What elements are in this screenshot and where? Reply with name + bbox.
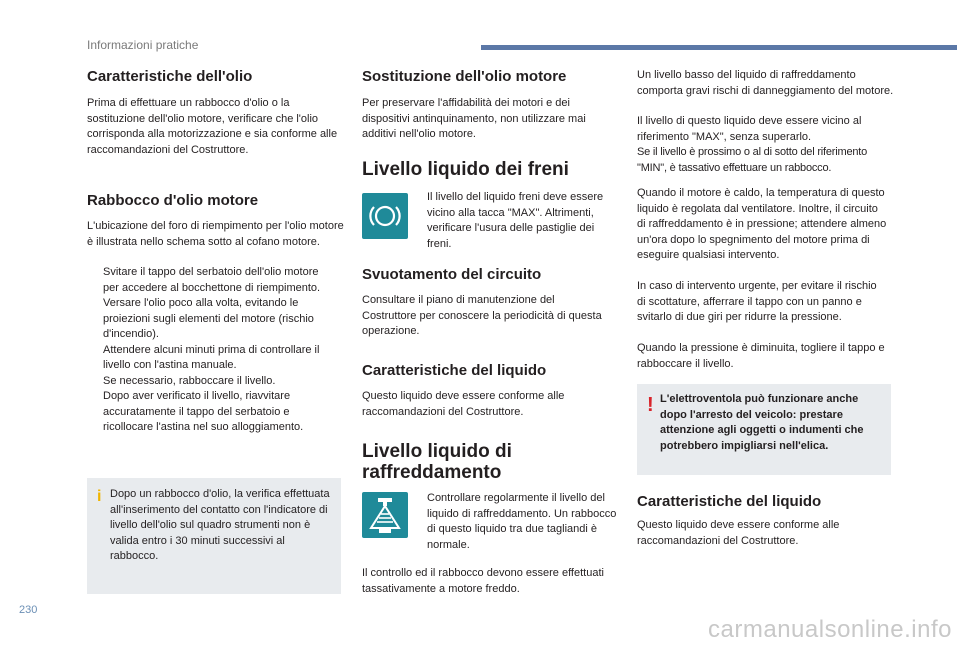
list-item-text: Se necessario, rabboccare il livello. xyxy=(103,374,276,387)
paragraph-urgent-intervention: In caso di intervento urgente, per evitare il rischio di scottature, afferrare il tappo con un panno e svitarlo di due giri per ridurre la pressione. xyxy=(637,280,877,323)
list-item-text: Versare l'olio poco alla volta, evitando le proiezioni sugli elementi del motore (rischio d'incendio). xyxy=(103,297,314,340)
warning-note-text: L'elettroventola può funzionare anche dopo l'arresto del veicolo: prestare attenzione agli oggetti o indumenti che potrebbero impigliarsi nell'elica. xyxy=(660,393,864,452)
heading-coolant-spec: Caratteristiche del liquido xyxy=(637,493,822,510)
heading-fluid-spec: Caratteristiche del liquido xyxy=(362,362,547,379)
paragraph-circuit-drain: Consultare il piano di manutenzione del Costruttore per conoscere la periodicità di questa operazione. xyxy=(362,294,602,337)
paragraph-hot-engine: Quando il motore è caldo, la temperatura di questo liquido è regolata dal ventilatore. Inoltre, il circuito di raffreddamento è in pressione; attendere almeno un'ora dopo lo spegnimento del motore prima di eseguire qualsiasi intervento. xyxy=(637,187,887,261)
info-icon: i xyxy=(97,488,102,505)
list-item xyxy=(87,265,337,296)
topup-steps-list xyxy=(87,265,337,436)
paragraph-fluid-spec: Questo liquido deve essere conforme alle raccomandazioni del Costruttore. xyxy=(362,390,565,418)
heading-brake-fluid: Livello liquido dei freni xyxy=(362,159,569,180)
paragraph-pressure-reduced: Quando la pressione è diminuita, togliere il tappo e rabboccare il livello. xyxy=(637,342,885,370)
heading-coolant-level xyxy=(362,441,512,483)
running-header: Informazioni pratiche xyxy=(87,38,199,52)
heading-oil-characteristics: Caratteristiche dell'olio xyxy=(87,68,253,85)
paragraph-oil-characteristics: Prima di effettuare un rabbocco d'olio o la sostituzione dell'olio motore, verificare che l'olio corrisponda alla motorizzazione e sia conforme alle raccomandazioni del Costruttore. xyxy=(87,97,338,156)
paragraph-coolant-check: Controllare regolarmente il livello del liquido di raffreddamento. Un rabbocco di questo liquido tra due tagliandi è normale. xyxy=(427,492,617,551)
warning-note-box xyxy=(637,384,891,475)
paragraph-coolant-spec: Questo liquido deve essere conforme alle raccomandazioni del Costruttore. xyxy=(637,519,840,547)
list-item xyxy=(87,374,337,390)
watermark: carmanualsonline.info xyxy=(708,616,952,643)
heading-coolant-line-1: Livello liquido di xyxy=(362,441,512,462)
info-note-box xyxy=(87,478,341,594)
list-item xyxy=(87,343,337,374)
warning-icon: ! xyxy=(647,394,654,416)
paragraph-oil-topup: L'ubicazione del foro di riempimento per l'olio motore è illustrata nello schema sotto al cofano motore. xyxy=(87,220,344,248)
paragraph-brake-fluid: Il livello del liquido freni deve essere vicino alla tacca "MAX". Altrimenti, verificare l'usura delle pastiglie dei freni. xyxy=(427,191,604,250)
heading-coolant-line-2: raffreddamento xyxy=(362,462,502,483)
paragraph-low-level-risk: Un livello basso del liquido di raffreddamento comporta gravi rischi di danneggiamento del motore. xyxy=(637,69,894,97)
list-item xyxy=(87,296,337,343)
heading-circuit-drain: Svuotamento del circuito xyxy=(362,266,542,283)
paragraph-oil-change: Per preservare l'affidabilità dei motori e dei dispositivi antinquinamento, non utilizzare mai additivi nell'olio motore. xyxy=(362,97,586,140)
list-item-text: Attendere alcuni minuti prima di controllare il livello con l'astina manuale. xyxy=(103,343,320,371)
list-item-text: Svitare il tappo del serbatoio dell'olio motore per accedere al bocchettone di riempimento. xyxy=(103,266,321,294)
paragraph-coolant-cold-engine: Il controllo ed il rabbocco devono essere effettuati tassativamente a motore freddo. xyxy=(362,567,604,595)
list-item xyxy=(87,389,337,436)
list-item-text: Dopo aver verificato il livello, riavvitare accuratamente il tappo del serbatoio e ricollocare l'astina nel suo alloggiamento. xyxy=(103,390,304,433)
paragraph-max-mark: Il livello di questo liquido deve essere vicino al riferimento "MAX", senza superarlo. xyxy=(637,115,862,143)
page-number: 230 xyxy=(19,604,38,616)
paragraph-min-mark: Se il livello è prossimo o al di sotto del riferimento "MIN", è tassativo effettuare un rabbocco. xyxy=(637,146,868,174)
coolant-warning-icon xyxy=(362,492,408,538)
brake-warning-icon xyxy=(362,193,408,239)
heading-oil-change: Sostituzione dell'olio motore xyxy=(362,68,567,85)
heading-oil-topup: Rabbocco d'olio motore xyxy=(87,192,259,209)
info-note-text: Dopo un rabbocco d'olio, la verifica effettuata all'inserimento del contatto con l'indicatore di livello dell'olio sul quadro strumenti non è valida entro i 30 minuti successivi al rabbocco. xyxy=(110,488,330,562)
header-accent-bar xyxy=(481,45,957,50)
